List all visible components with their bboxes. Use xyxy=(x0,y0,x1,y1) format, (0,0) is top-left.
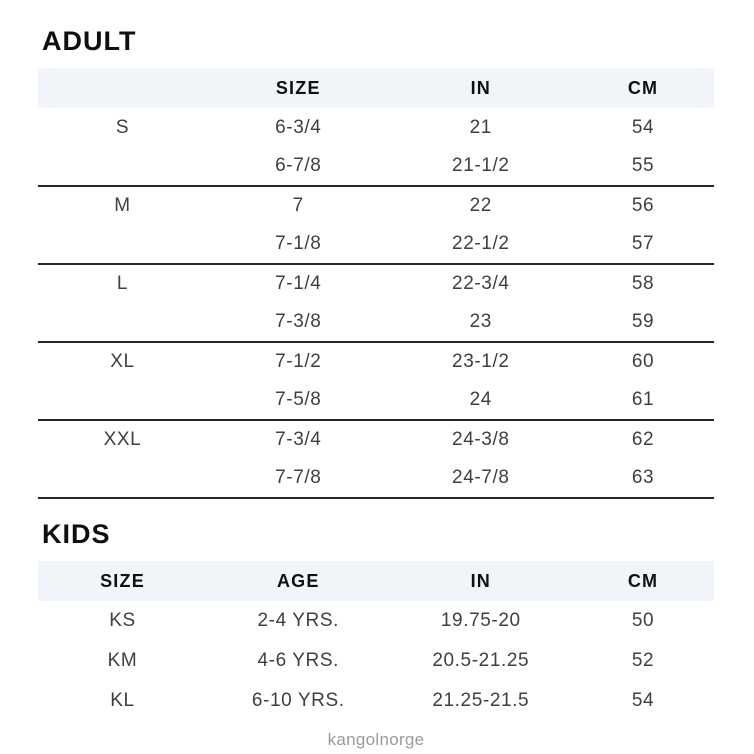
cell-size: 6-3/4 xyxy=(275,116,322,138)
kids-size-label: KS xyxy=(109,610,136,631)
cell-in: 22 xyxy=(469,195,492,216)
column-header-size: SIZE xyxy=(207,68,390,108)
cell-size: 6-7/8 xyxy=(207,147,390,186)
cell-age: 2-4 YRS. xyxy=(257,610,340,631)
cell-cm: 60 xyxy=(631,351,655,372)
kids-size-label: KM xyxy=(107,650,138,671)
column-header-blank xyxy=(38,68,207,108)
size-group-label-empty xyxy=(38,381,207,420)
column-header-age: AGE xyxy=(207,561,390,601)
cell-size: 7-5/8 xyxy=(207,381,390,420)
cell-in: 24-3/8 xyxy=(452,429,510,450)
size-group-label: S xyxy=(115,116,130,138)
table-row xyxy=(38,459,714,498)
cell-cm: 54 xyxy=(631,116,655,138)
adult-heading: ADULT xyxy=(42,26,137,56)
column-header-in: IN xyxy=(390,68,573,108)
table-row xyxy=(38,147,714,186)
adult-section xyxy=(38,26,714,499)
size-group-label: XL xyxy=(110,351,135,372)
cell-in: 21 xyxy=(469,116,492,138)
cell-size: 7-1/2 xyxy=(275,351,322,372)
cell-cm: 61 xyxy=(572,381,714,420)
cell-size: 7-1/8 xyxy=(207,225,390,264)
cell-in: 22-1/2 xyxy=(390,225,573,264)
kids-section xyxy=(38,519,714,721)
adult-header-row xyxy=(38,68,714,108)
column-header-size: SIZE xyxy=(38,561,207,601)
column-header-cm: CM xyxy=(572,561,714,601)
cell-cm: 55 xyxy=(572,147,714,186)
cell-in: 24-7/8 xyxy=(390,459,573,498)
cell-size: 7-3/4 xyxy=(275,429,322,450)
cell-cm: 57 xyxy=(572,225,714,264)
cell-cm: 56 xyxy=(631,195,655,216)
kids-size-table xyxy=(38,561,714,721)
kids-heading: KIDS xyxy=(42,519,111,549)
cell-size: 7 xyxy=(292,195,304,216)
cell-cm: 62 xyxy=(631,429,655,450)
size-group-label-empty xyxy=(38,225,207,264)
cell-age: 4-6 YRS. xyxy=(257,650,340,671)
table-row xyxy=(38,601,714,641)
table-row xyxy=(38,342,714,381)
table-row xyxy=(38,225,714,264)
table-row xyxy=(38,641,714,681)
column-header-in: IN xyxy=(390,561,573,601)
size-group-label: XXL xyxy=(103,429,142,450)
cell-cm: 50 xyxy=(631,610,655,631)
cell-cm: 63 xyxy=(572,459,714,498)
table-row xyxy=(38,420,714,459)
cell-in: 21.25-21.5 xyxy=(432,690,530,711)
cell-age: 6-10 YRS. xyxy=(251,690,345,711)
table-row xyxy=(38,186,714,225)
cell-in: 23 xyxy=(390,303,573,342)
size-group-label-empty xyxy=(38,459,207,498)
size-group-label: M xyxy=(114,195,131,216)
size-group-label-empty xyxy=(38,147,207,186)
table-row xyxy=(38,381,714,420)
table-row xyxy=(38,108,714,147)
cell-in: 24 xyxy=(390,381,573,420)
kids-header-row xyxy=(38,561,714,601)
cell-in: 19.75-20 xyxy=(440,610,521,631)
cell-size: 7-1/4 xyxy=(275,273,322,294)
cell-in: 22-3/4 xyxy=(452,273,510,294)
cell-size: 7-3/8 xyxy=(207,303,390,342)
table-row xyxy=(38,681,714,721)
kids-size-label: KL xyxy=(110,690,135,711)
footer-watermark: kangolnorge xyxy=(327,730,425,749)
cell-size: 7-7/8 xyxy=(207,459,390,498)
cell-in: 21-1/2 xyxy=(390,147,573,186)
column-header-cm: CM xyxy=(572,68,714,108)
cell-in: 20.5-21.25 xyxy=(432,650,530,671)
cell-cm: 59 xyxy=(572,303,714,342)
size-group-label: L xyxy=(116,273,129,294)
cell-cm: 52 xyxy=(631,650,655,671)
size-group-label-empty xyxy=(38,303,207,342)
cell-cm: 58 xyxy=(631,273,655,294)
table-row xyxy=(38,303,714,342)
cell-in: 23-1/2 xyxy=(452,351,510,372)
table-row xyxy=(38,264,714,303)
cell-cm: 54 xyxy=(631,690,655,711)
adult-size-table xyxy=(38,68,714,499)
